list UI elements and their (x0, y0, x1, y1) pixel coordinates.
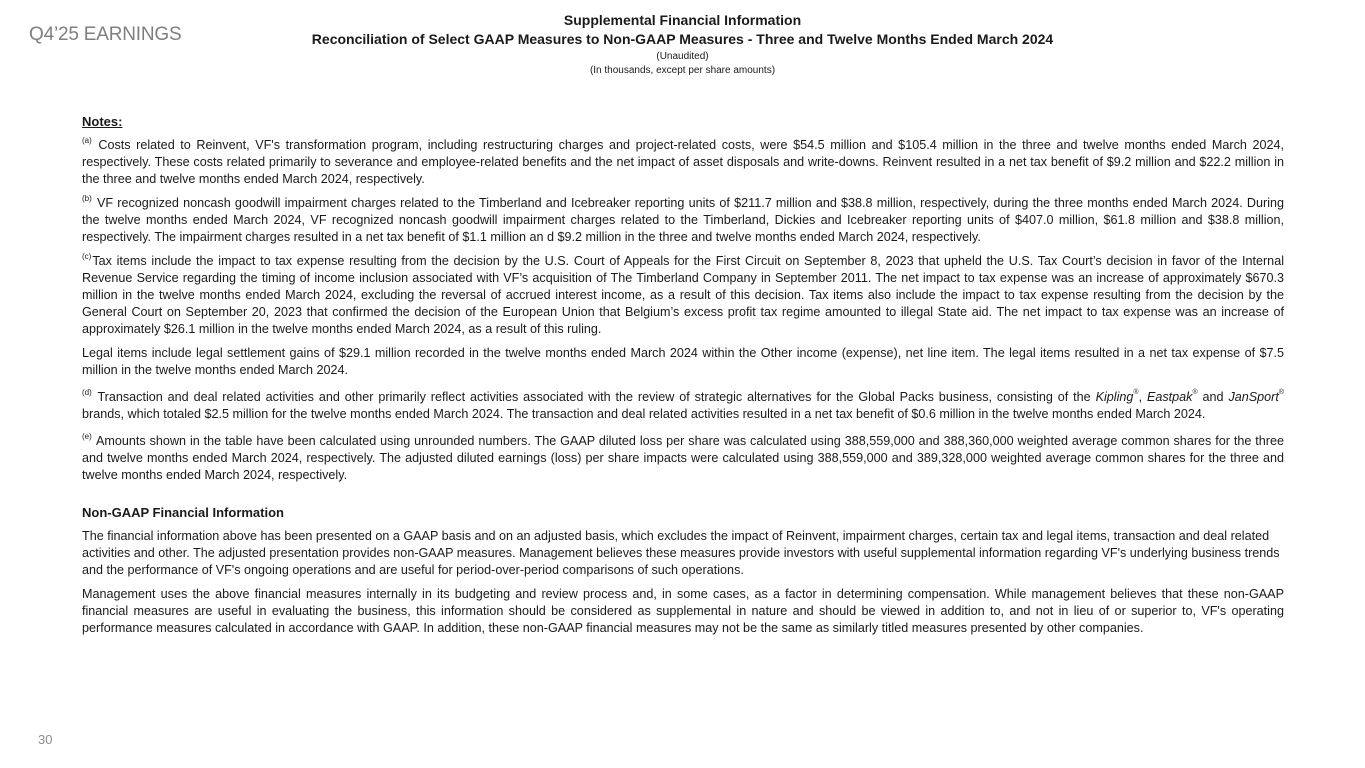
non-gaap-paragraph-2: Management uses the above financial measures internally in its budgeting and review process and, in some cases, as a factor in determining compensation. While management believes that these non-GAAP financial measures are useful in evaluating the business, this information should be considered as supplemental in nature and should be viewed in addition to, and not in lieu of or superior to, VF's operating performance measures calculated in accordance with GAAP. In addition, these non-GAAP financial measures may not be the same as similarly titled measures presented by other companies. (82, 587, 1284, 635)
separator-text: , (1138, 390, 1147, 404)
note-marker: (b) (82, 194, 92, 203)
note-text: VF recognized noncash goodwill impairment charges related to the Timberland and Icebreaker reporting units of $211.7 million and $38.8 million, respectively, during the three months ended March 2024. During the twelve months ended March 2024, VF recognized noncash goodwill impairment charges related to the Timberland, Dickies and Icebreaker reporting units of $407.0 million, $61.8 million and $38.8 million, respectively. The impairment charges resulted in a net tax benefit of $1.1 million an d $9.2 million in the three and twelve months ended March 2024, respectively. (82, 196, 1285, 244)
non-gaap-paragraph-1: The financial information above has been presented on a GAAP basis and on an adjusted basis, which excludes the impact of Reinvent, impairment charges, certain tax and legal items, transaction and deal related activities and other. The adjusted presentation provides non-GAAP measures. Management believes these measures provide investors with useful supplemental information regarding VF's underlying business trends and the performance of VF's ongoing operations and are useful for period-over-period comparisons of such operations. (82, 529, 1280, 577)
brand-jansport: JanSport (1228, 390, 1279, 404)
note-marker: (e) (82, 432, 92, 441)
separator-text: and (1197, 390, 1229, 404)
note-text: Amounts shown in the table have been calculated using unrounded numbers. The GAAP diluted loss per share was calculated using 388,559,000 and 388,360,000 weighted average common shares for the three and twelve months ended March 2024, respectively. The adjusted diluted earnings (loss) per share impacts were calculated using 388,559,000 and 389,328,000 weighted average common shares for the three and twelve months ended March 2024, respectively. (82, 434, 1284, 482)
registered-mark: ® (1192, 389, 1198, 396)
page-header (0, 11, 1365, 78)
note-b (82, 195, 1284, 246)
notes-content (82, 113, 1284, 644)
page-subtitle: Reconciliation of Select GAAP Measures to Non-GAAP Measures - Three and Twelve Months Ended March 2024 (311, 31, 1054, 47)
note-text: Legal items include legal settlement gains of $29.1 million recorded in the twelve months ended March 2024 within the Other income (expense), net line item. The legal items resulted in a net tax expense of $7.5 million in the twelve months ended March 2024. (82, 346, 1284, 377)
note-e (82, 433, 1284, 484)
note-legal-items (82, 345, 1284, 379)
note-marker: (a) (82, 136, 92, 145)
note-marker: (d) (82, 388, 92, 397)
note-text: Tax items include the impact to tax expense resulting from the decision by the U.S. Court of Appeals for the First Circuit on September 8, 2023 that upheld the U.S. Tax Court’s decision in favor of the Internal Revenue Service regarding the timing of income inclusion associated with VF’s acquisition of The Timberland Company in September 2011. The net impact to tax expense was an increase of approximately $670.3 million in the twelve months ended March 2024, excluding the reversal of accrued interest income, as a result of this decision. Tax items also include the impact to tax expense resulting from the decision by the General Court on September 20, 2023 that confirmed the decision of the European Union that Belgium’s excess profit tax regime amounted to illegal State aid. The net impact to tax expense was an increase of approximately $26.1 million in the twelve months ended March 2024, as a result of this ruling. (82, 254, 1284, 336)
note-text: Transaction and deal related activities and other primarily reflect activities associated with the review of strategic alternatives for the Global Packs business, consisting of the (97, 390, 1096, 404)
brand-label: Q4’25 EARNINGS (29, 24, 182, 45)
units-label: (In thousands, except per share amounts) (589, 65, 776, 76)
page-number: 30 (38, 732, 53, 747)
note-a (82, 137, 1284, 188)
registered-mark: ® (1278, 389, 1285, 396)
note-marker: (c) (82, 252, 92, 261)
brand-eastpak: Eastpak (1146, 390, 1193, 404)
note-text: brands, which totaled $2.5 million for the twelve months ended March 2024. The transaction and deal related activities resulted in a net tax benefit of $0.6 million in the twelve months ended March 2024. (82, 407, 1206, 421)
note-d (82, 389, 1284, 423)
note-text: Costs related to Reinvent, VF's transformation program, including restructuring charges and project-related costs, were $54.5 million and $105.4 million in the three and twelve months ended March 2024, respectively. These costs related primarily to severance and employee-related benefits and the net impact of asset disposals and write-downs. Reinvent resulted in a net tax benefit of $9.2 million and $22.2 million in the three and twelve months ended March 2024, respectively. (82, 138, 1284, 186)
unaudited-label: (Unaudited) (656, 51, 709, 62)
page-title: Supplemental Financial Information (563, 12, 802, 28)
registered-mark: ® (1133, 389, 1139, 396)
brand-kipling: Kipling (1095, 390, 1134, 404)
note-c (82, 253, 1284, 338)
non-gaap-heading: Non-GAAP Financial Information (82, 505, 284, 520)
notes-heading: Notes: (82, 114, 123, 129)
